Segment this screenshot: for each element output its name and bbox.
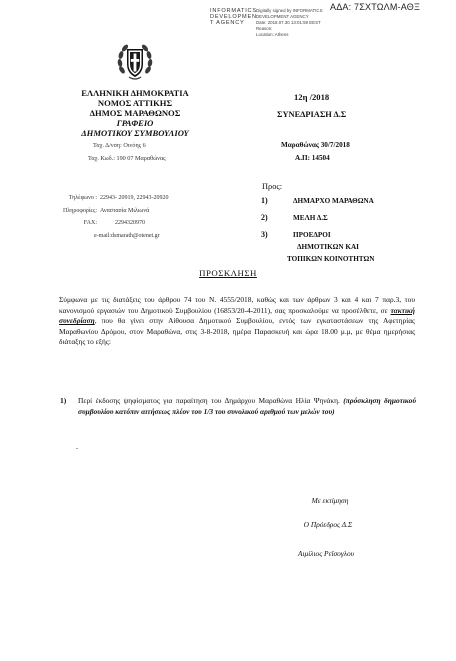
header-country: ΕΛΛΗΝΙΚΗ ΔΗΜΟΚΡΑΤΙΑ (81, 88, 189, 98)
fax-label: FAX: (83, 220, 97, 226)
signature-closing: Με εκτίμηση (311, 496, 349, 505)
session-number: 12η /2018 (294, 92, 330, 102)
recipient-number: 1) (261, 196, 268, 205)
phone-label: Τηλέφωνο : (68, 195, 97, 201)
address-postcode: Ταχ. Κωδ.: 190 07 Μαραθώνας (88, 155, 166, 162)
document-date: Μαραθώνας 30/7/2018 (281, 141, 350, 149)
signature-detail-line: DEVELOPMENT AGENCY (256, 14, 309, 19)
ada-code: ΑΔΑ: 7ΣΧΤΩΛΜ-ΑΘΞ (330, 2, 421, 12)
header-office: ΓΡΑΦΕΙΟ (116, 118, 154, 128)
agenda-item-number: 1) (60, 396, 67, 405)
signature-org-line: INFORMATICS (210, 8, 257, 14)
address-street: Ταχ. Δ/νση: Οινόης 6 (93, 142, 146, 149)
signature-org-line: DEVELOPMEN (210, 14, 257, 20)
signature-detail-line: Location: Athens (256, 32, 289, 37)
header-municipality: ΔΗΜΟΣ ΜΑΡΑΘΩΝΟΣ (89, 108, 181, 118)
agenda-item (60, 396, 416, 417)
body-text: Σύμφωνα με τις διατάξεις του άρθρου 74 του Ν. 4555/2018, καθώς και των άρθρων 3 και 4 και 7 παρ.3, του κανονισμού εργασιών του Δημοτικού Συμβουλίου (16853/20-4-2011), σας προσκαλούμε να προσέλθετε, σε (59, 295, 415, 315)
digital-signature-organization (210, 8, 257, 26)
recipient-number: 2) (261, 213, 268, 222)
email-address: e-mail:dsmarath@otenet.gr (94, 233, 160, 239)
signature-detail-line: Reason: (256, 26, 273, 31)
signature-detail-line: Digitally signed by INFORMATICS (256, 8, 323, 13)
recipient-presidents: ΠΡΟΕΔΡΟΙ (293, 231, 331, 239)
header-prefecture: ΝΟΜΟΣ ΑΤΤΙΚΗΣ (97, 98, 173, 108)
info-value: Αναστασία Μιλιωνά (100, 208, 150, 214)
agenda-item-text: Περί έκδοσης ψηφίσματος για παραίτηση του Δημάρχου Μαραθώνα Ηλία Ψηνάκη. (78, 396, 344, 405)
signature-detail-line: Date: 2018.07.30 13:01:59 EEST (256, 20, 321, 25)
signature-org-line: T AGENCY (210, 20, 245, 26)
signature-name: Αιμίλιος Ρεΐσογλου (297, 549, 355, 558)
signature-role: Ο Πρόεδρος Δ.Σ (303, 520, 353, 529)
header-council: ΔΗΜΟΤΙΚΟΥ ΣΥΜΒΟΥΛΙΟΥ (81, 128, 189, 138)
agenda-item-note: (πρόσκληση δημοτικού συμβουλίου κατόπιν αιτήσεως πλέον του 1/3 του συνολικού αριθμού των μελών του) (78, 396, 416, 416)
body-text: , που θα γίνει στην Αίθουσα Δημοτικού Συμβουλίου, εντός των εγκαταστάσεων της Αφετηρίας Μαραθωνίου Δρόμου, στον Μαραθώνα, στις 3-8-2018, ημέρα Παρασκευή και ώρα 18.00 μ.μ, με θέμα ημερήσιας διάταξης το εξής: (59, 316, 415, 347)
recipient-presidents-line3: ΤΟΠΙΚΩΝ ΚΟΙΝΟΤΗΤΩΝ (287, 255, 375, 263)
phone-value: 22943- 20919, 22943-20920 (100, 195, 169, 201)
invitation-body (59, 295, 415, 348)
recipient-presidents-line2: ΔΗΜΟΤΙΚΩΝ ΚΑΙ (297, 243, 359, 251)
recipients-label: Προς: (262, 182, 283, 191)
recipient-council-members: ΜΕΛΗ Δ.Σ (293, 214, 328, 222)
recipient-mayor: ΔΗΜΑΡΧΟ ΜΑΡΑΘΩΝΑ (293, 197, 374, 205)
greek-republic-emblem-icon (115, 40, 155, 82)
fax-value: 2294320970 (115, 220, 145, 226)
protocol-number: Α.Π: 14504 (295, 154, 330, 162)
info-label: Πληροφορίες: (63, 208, 97, 214)
recipient-number: 3) (261, 230, 268, 239)
digital-signature-details (256, 9, 323, 39)
document-title: ΠΡΟΣΚΛΗΣΗ (199, 268, 257, 278)
meeting-type-emphasis: τακτική συνεδρίαση (59, 305, 415, 326)
stray-mark: . (76, 442, 78, 451)
session-type: ΣΥΝΕΔΡΙΑΣΗ Δ.Σ (277, 110, 347, 119)
